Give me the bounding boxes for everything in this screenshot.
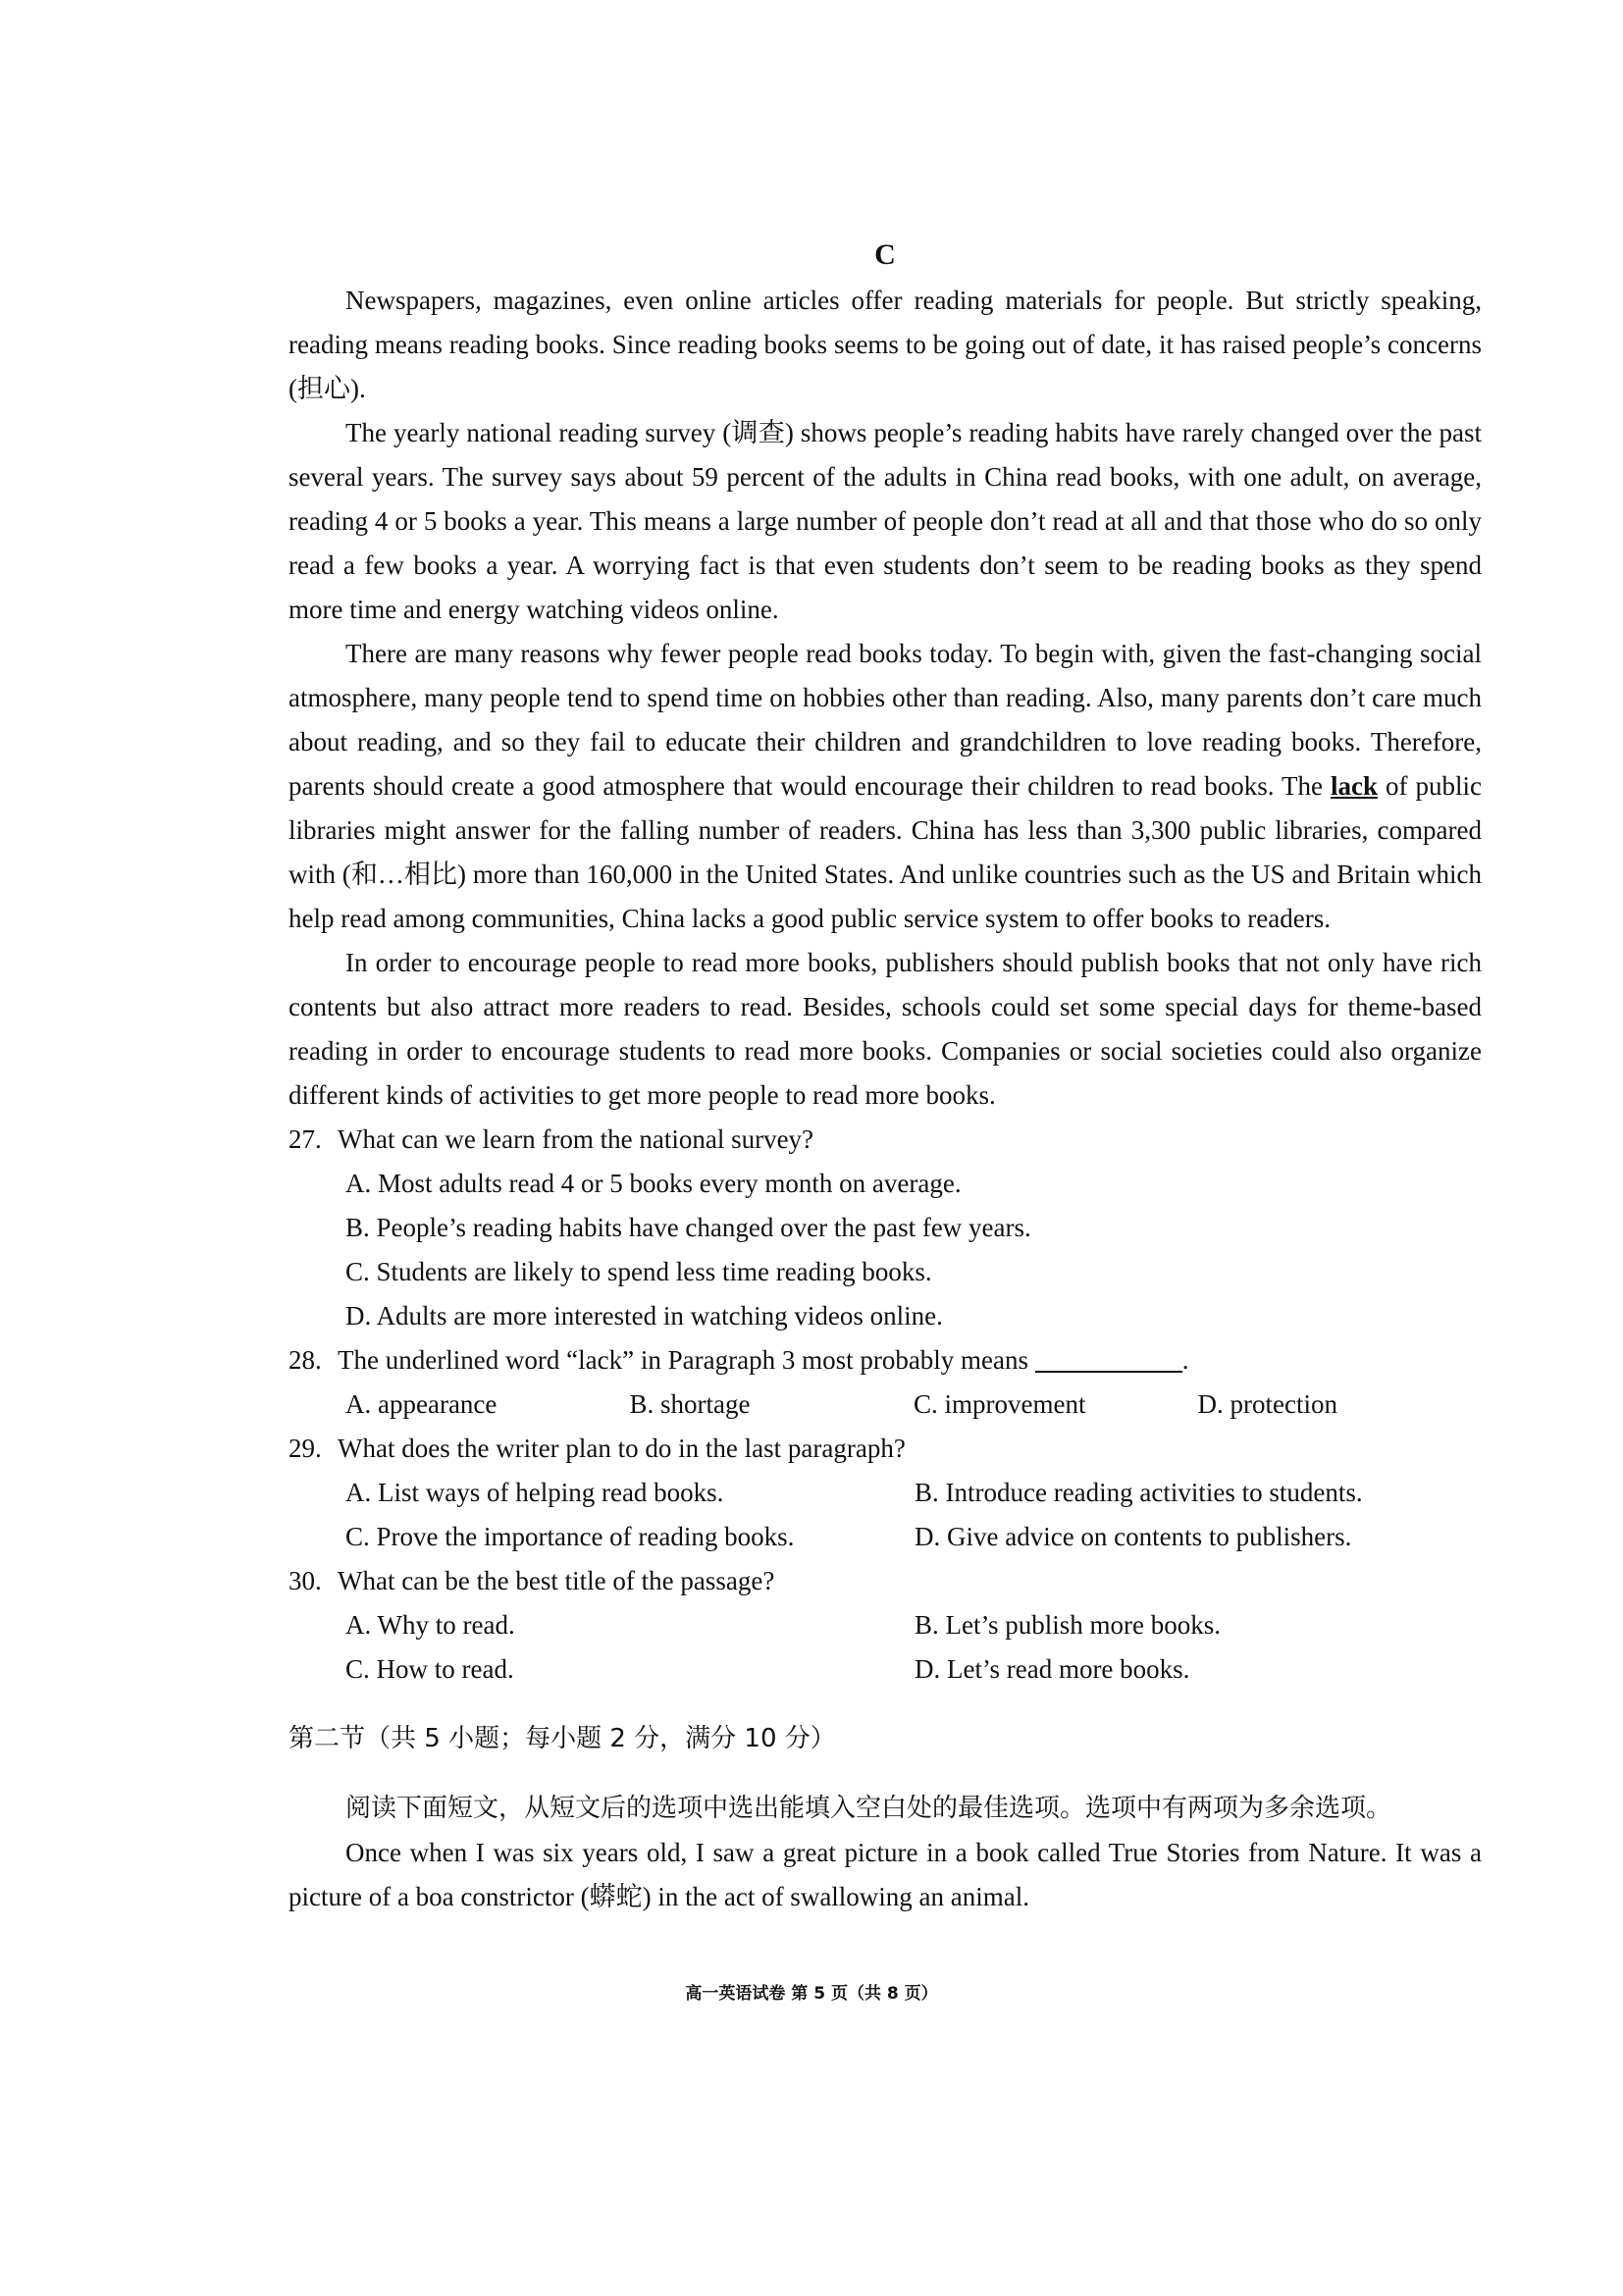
question-28-stem — [288, 1338, 1482, 1383]
section-2-passage-start: Once when I was six years old, I saw a great picture in a book called True Stories from Nature. It was a picture of a boa constrictor (蟒蛇) in the act of swallowing an animal. — [288, 1838, 1482, 1911]
question-29-options-cd — [288, 1515, 1482, 1559]
question-27 — [288, 1118, 1482, 1338]
question-28-text: The underlined word “lack” in Paragraph 3 most probably means — [338, 1345, 1029, 1375]
question-30-option-c: C. How to read. — [345, 1654, 514, 1684]
passage-paragraph-4: In order to encourage people to read more books, publishers should publish books that not only have rich contents but also attract more readers to read. Besides, schools could set some special days for theme-based reading in order to encourage students to read more books. Companies or social societies could also organize different kinds of activities to get more people to read more books. — [288, 948, 1482, 1110]
passage-paragraph-2: The yearly national reading survey (调查) shows people’s reading habits have rarely changed over the past several years. The survey says about 59 percent of the adults in China read books, with one adult, on average, reading 4 or 5 books a year. This means a large number of people don’t read at all and that those who do so only read a few books a year. A worrying fact is that even students don’t seem to be reading books as they spend more time and energy watching videos online. — [288, 418, 1482, 624]
question-28-number: 28. — [288, 1345, 322, 1375]
question-27-option-b-row — [288, 1206, 1482, 1250]
question-29-number: 29. — [288, 1434, 322, 1463]
question-27-option-b: B. People’s reading habits have changed over the past few years. — [345, 1213, 1031, 1242]
question-29-option-c: C. Prove the importance of reading books. — [345, 1522, 795, 1551]
question-29-option-d: D. Give advice on contents to publishers. — [915, 1522, 1352, 1551]
question-27-option-c: C. Students are likely to spend less time reading books. — [345, 1257, 932, 1286]
question-27-option-d-row — [288, 1294, 1482, 1338]
question-27-text: What can we learn from the national survey? — [338, 1124, 814, 1154]
question-28-end: . — [1181, 1345, 1189, 1375]
question-30-stem — [288, 1559, 1482, 1603]
section-letter: C — [874, 238, 896, 271]
question-30-option-b: B. Let’s publish more books. — [915, 1610, 1221, 1640]
question-30-option-d: D. Let’s read more books. — [915, 1654, 1190, 1684]
question-30 — [288, 1559, 1482, 1692]
question-30-option-a: A. Why to read. — [345, 1610, 515, 1640]
question-27-option-a-row — [288, 1162, 1482, 1206]
question-30-text: What can be the best title of the passage? — [338, 1566, 775, 1595]
question-28 — [288, 1338, 1482, 1427]
underlined-word-lack: lack — [1331, 771, 1379, 801]
question-27-option-a: A. Most adults read 4 or 5 books every month on average. — [345, 1169, 962, 1198]
question-29-text: What does the writer plan to do in the last paragraph? — [338, 1434, 906, 1463]
paragraph-3-before: There are many reasons why fewer people read books today. To begin with, given the fast-changing social atmosphere, many people tend to spend time on hobbies other than reading. Also, many parents don’t care much about reading, and so they fail to educate their children and grandchildren to love reading books. Therefore, parents should create a good atmosphere that would encourage their children to read books. The — [288, 639, 1482, 801]
question-27-number: 27. — [288, 1124, 322, 1154]
section-2-heading: 第二节（共 5 小题；每小题 2 分，满分 10 分） — [288, 1724, 836, 1753]
answer-blank — [1035, 1343, 1182, 1373]
question-28-options — [288, 1383, 1482, 1427]
section-2-instruction: 阅读下面短文，从短文后的选项中选出能填入空白处的最佳选项。选项中有两项为多余选项。 — [345, 1794, 1392, 1823]
question-29-stem — [288, 1427, 1482, 1471]
question-30-options-cd — [288, 1647, 1482, 1692]
question-29 — [288, 1427, 1482, 1559]
passage-paragraph-3 — [288, 632, 1482, 941]
page-footer: 高一英语试卷 第 5 页（共 8 页） — [685, 1984, 938, 2004]
question-27-stem — [288, 1118, 1482, 1162]
question-28-option-b: B. shortage — [629, 1389, 751, 1419]
exam-page — [288, 235, 1482, 1919]
question-27-option-d: D. Adults are more interested in watching videos online. — [345, 1301, 943, 1331]
question-28-option-d: D. protection — [1197, 1389, 1337, 1419]
question-27-option-c-row — [288, 1250, 1482, 1294]
question-30-options-ab — [288, 1603, 1482, 1647]
question-29-option-b: B. Introduce reading activities to students. — [915, 1478, 1363, 1507]
paragraph-3-after: of public libraries might answer for the falling number of readers. China has less than 3,300 public libraries, compared with (和…相比) more than 160,000 in the United States. And unlike countries such as the US and Britain which help read among communities, China lacks a good public service system to offer books to readers. — [288, 771, 1483, 933]
passage-paragraph-1: Newspapers, magazines, even online articles offer reading materials for people. But strictly speaking, reading means reading books. Since reading books seems to be going out of date, it has raised people’s concerns (担心). — [288, 286, 1482, 403]
question-28-option-a: A. appearance — [345, 1389, 497, 1419]
question-29-option-a: A. List ways of helping read books. — [345, 1478, 724, 1507]
question-30-number: 30. — [288, 1566, 322, 1595]
question-28-option-c: C. improvement — [914, 1389, 1086, 1419]
question-29-options-ab — [288, 1471, 1482, 1515]
